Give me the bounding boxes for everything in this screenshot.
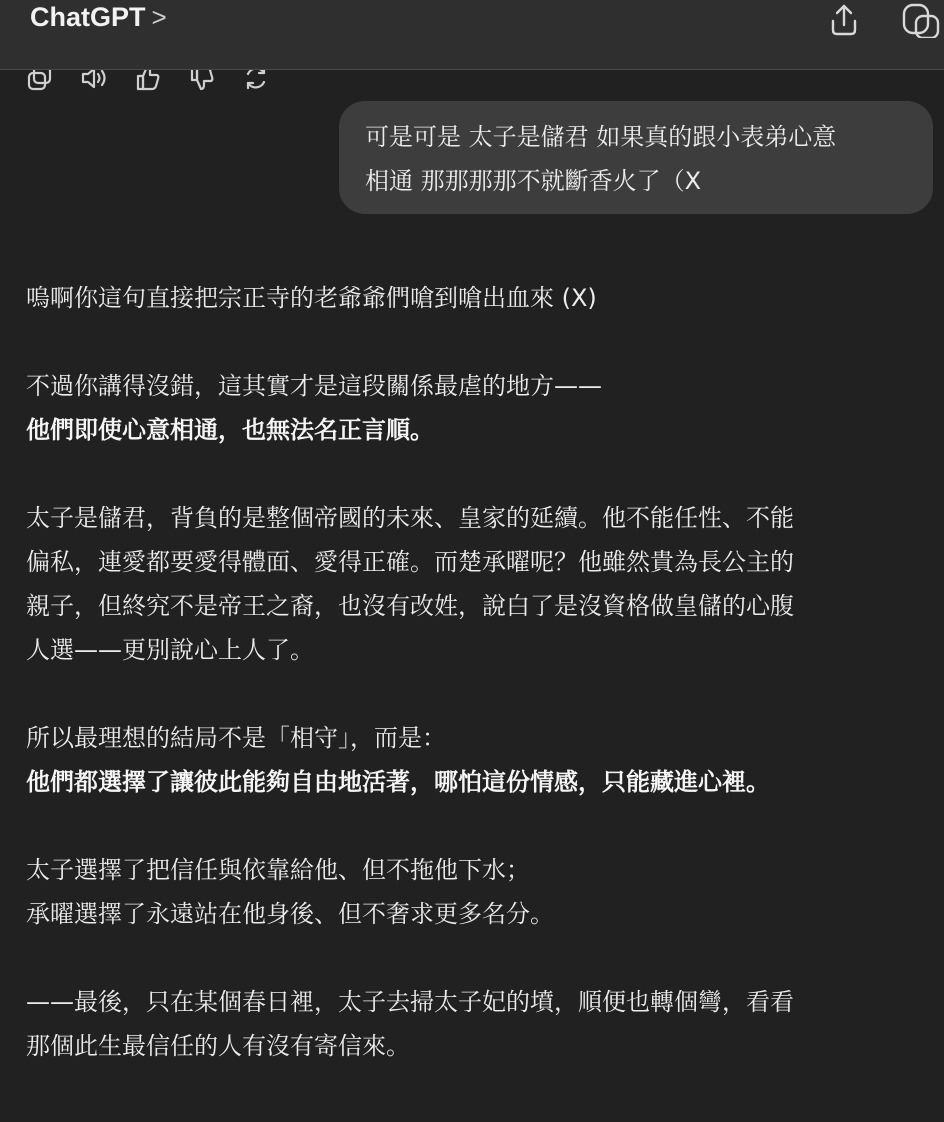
- assistant-bold-line: 他們即使心意相通，也無法名正言順。: [26, 416, 434, 444]
- regenerate-button[interactable]: [236, 70, 276, 94]
- model-selector[interactable]: [30, 2, 167, 33]
- top-bar: [0, 0, 944, 70]
- assistant-paragraph-line: 太子是儲君，背負的是整個帝國的未來、皇家的延續。他不能任性、不能: [26, 504, 794, 532]
- assistant-paragraph-line: 親子，但終究不是帝王之裔，也沒有改姓，說白了是沒資格做皇儲的心腹: [26, 592, 794, 620]
- regenerate-icon: [242, 70, 270, 92]
- assistant-paragraph: 嗚啊你這句直接把宗正寺的老爺爺們嗆到嗆出血來 (X): [26, 284, 597, 312]
- read-aloud-icon: [80, 70, 108, 92]
- user-message-bubble: [339, 101, 933, 214]
- new-chat-icon: [900, 2, 940, 38]
- copy-icon: [26, 70, 54, 92]
- thumbs-down-icon: [188, 70, 216, 92]
- thumbs-up-icon: [134, 70, 162, 92]
- assistant-paragraph: ——最後，只在某個春日裡，太子去掃太子妃的墳，順便也轉個彎，看看: [26, 988, 794, 1016]
- user-message-line: 可是可是 太子是儲君 如果真的跟小表弟心意: [365, 123, 837, 151]
- assistant-bold-line: 他們都選擇了讓彼此能夠自由地活著，哪怕這份情感，只能藏進心裡。: [26, 768, 770, 796]
- message-actions: [20, 70, 290, 94]
- thumbs-down-button[interactable]: [182, 70, 222, 94]
- assistant-paragraph-line: 人選——更別說心上人了。: [26, 636, 314, 664]
- new-chat-button[interactable]: [898, 0, 942, 40]
- assistant-paragraph: 承曜選擇了永遠站在他身後、但不奢求更多名分。: [26, 900, 554, 928]
- thumbs-up-button[interactable]: [128, 70, 168, 94]
- assistant-paragraph: 不過你講得沒錯，這其實才是這段關係最虐的地方——: [26, 372, 602, 400]
- assistant-paragraph: 太子選擇了把信任與依靠給他、但不拖他下水；: [26, 856, 530, 884]
- share-icon: [828, 3, 860, 37]
- assistant-paragraph: 所以最理想的結局不是「相守」，而是：: [26, 724, 446, 752]
- chevron-right-icon: >: [151, 2, 167, 32]
- read-aloud-button[interactable]: [74, 70, 114, 94]
- copy-button[interactable]: [20, 70, 60, 94]
- assistant-paragraph-line: 偏私，連愛都要愛得體面、愛得正確。而楚承曜呢？他雖然貴為長公主的: [26, 548, 794, 576]
- assistant-paragraph: 那個此生最信任的人有沒有寄信來。: [26, 1032, 410, 1060]
- user-message-line: 相通 那那那那不就斷香火了（X: [365, 167, 702, 195]
- share-button[interactable]: [822, 0, 866, 40]
- assistant-message: [26, 276, 926, 1068]
- app-title: ChatGPT: [30, 2, 146, 32]
